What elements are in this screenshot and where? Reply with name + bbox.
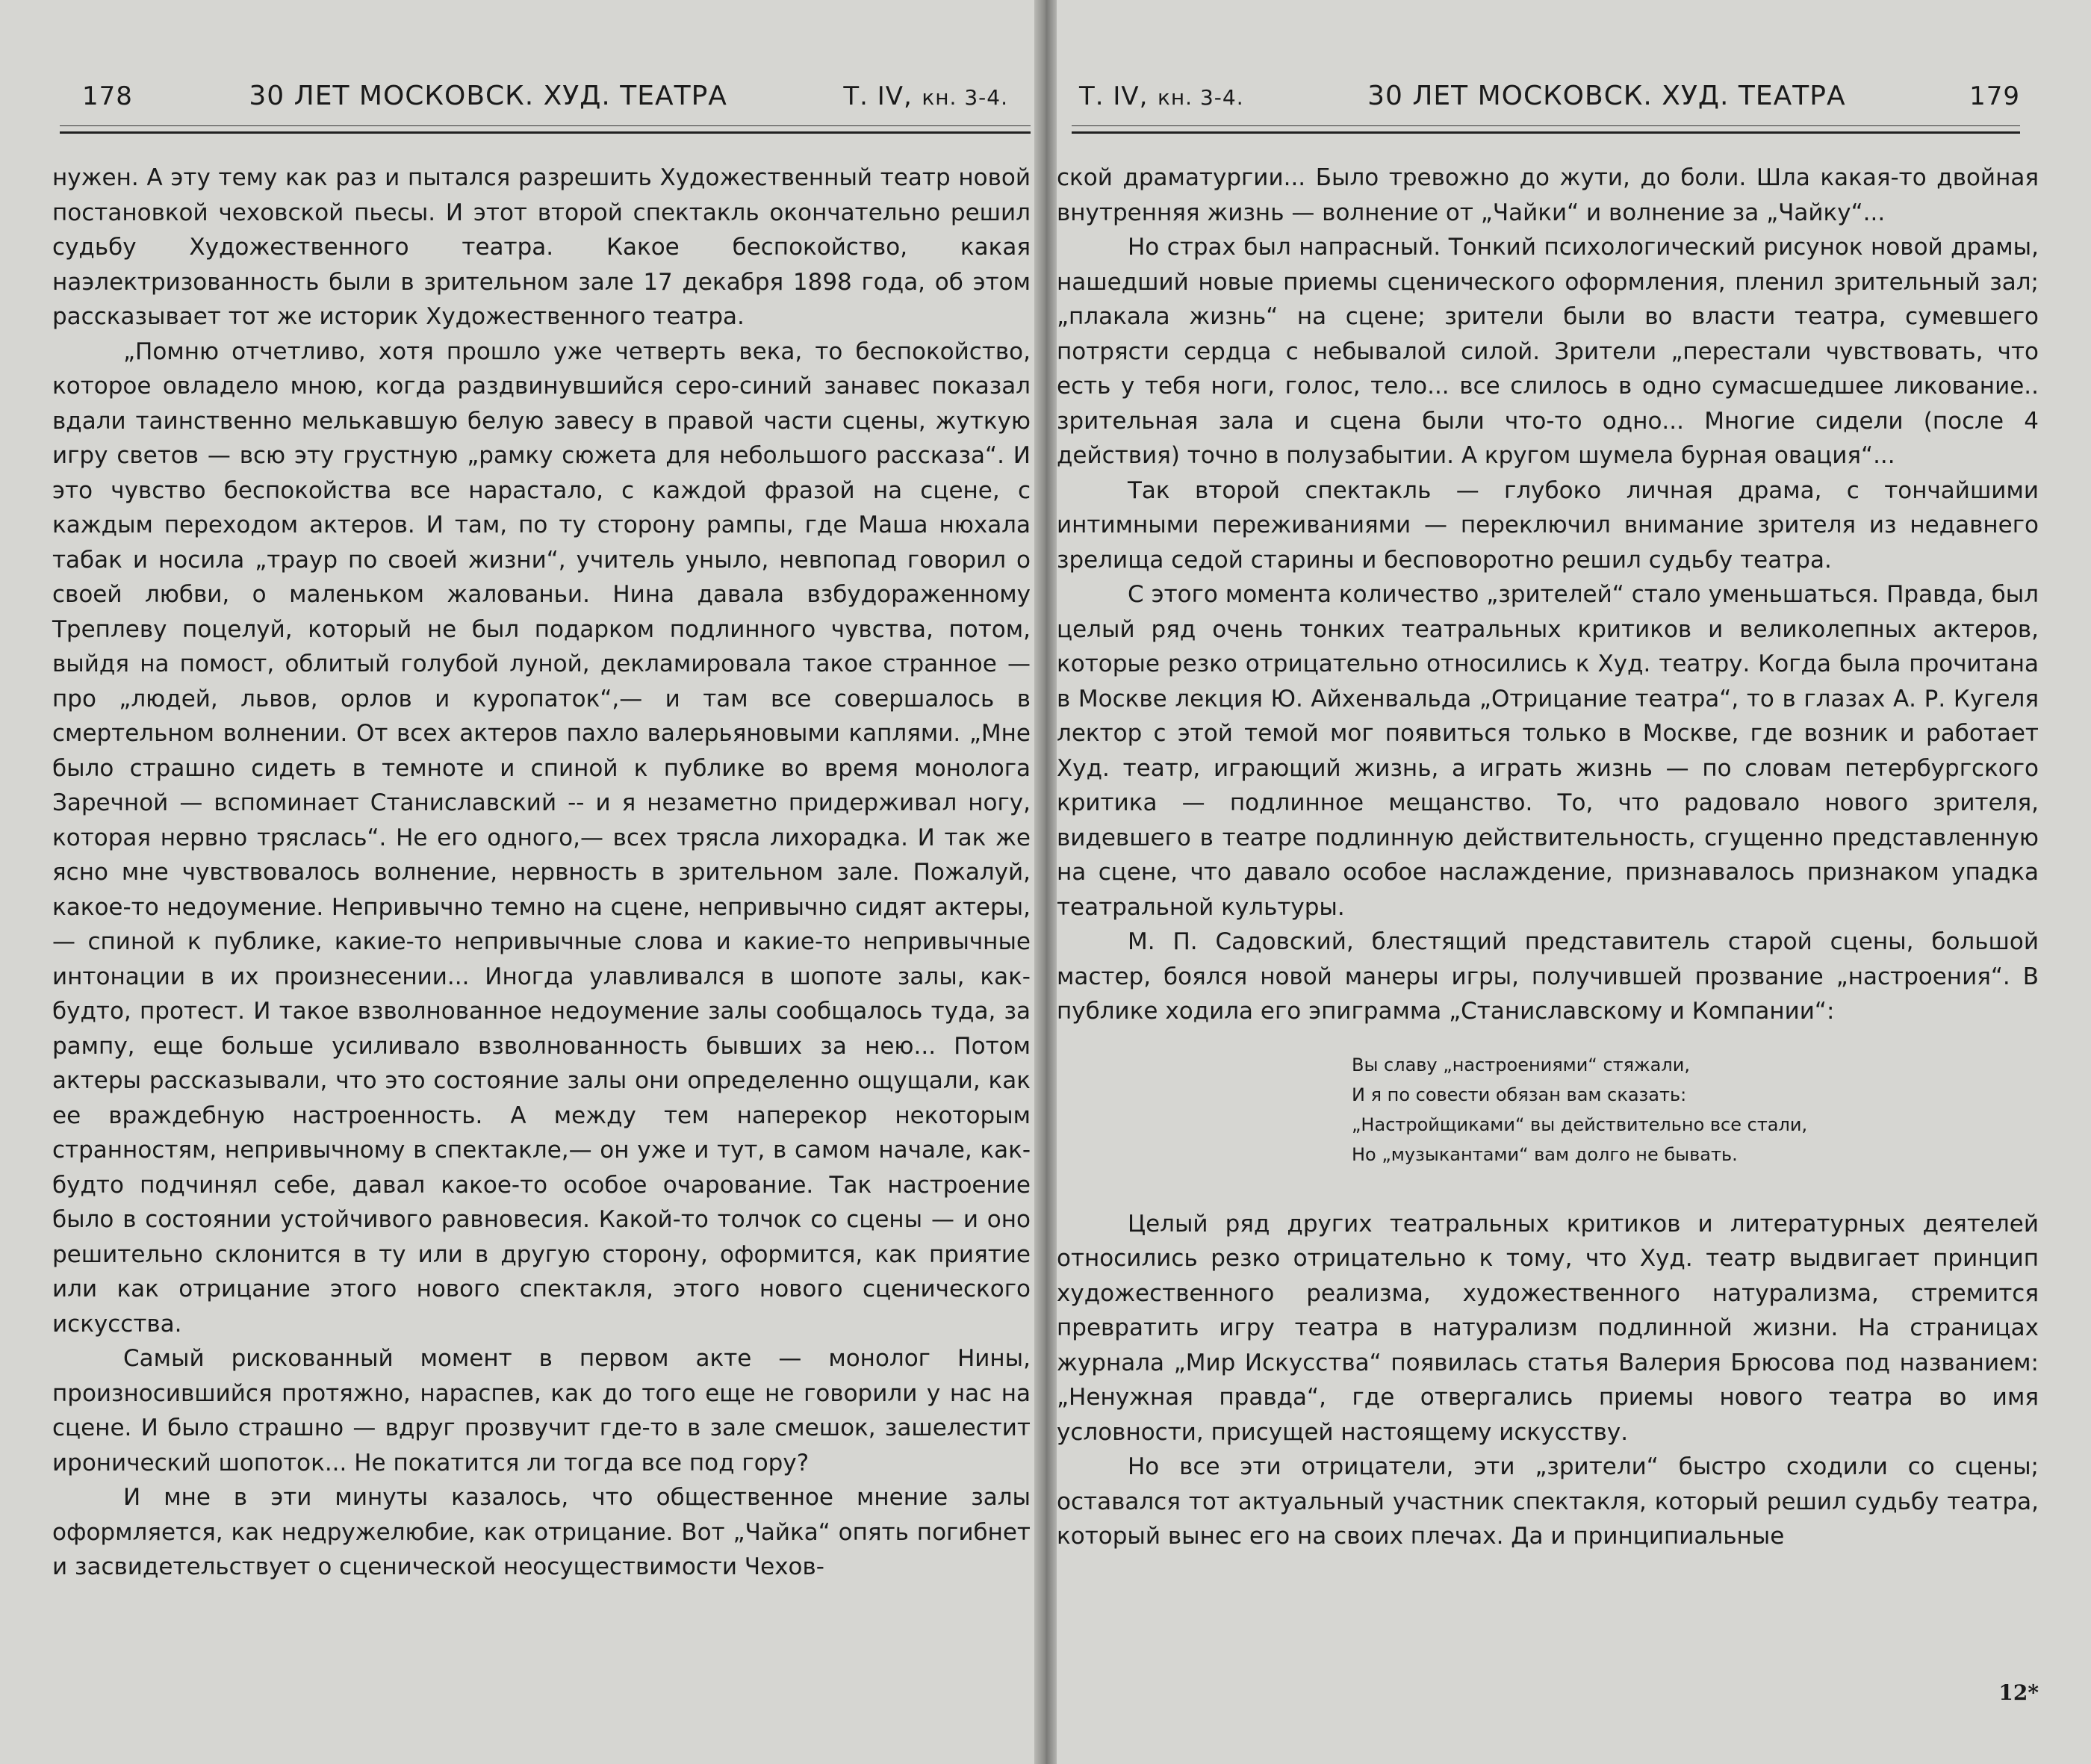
left-page-number: 178: [82, 81, 133, 111]
left-paragraph: И мне в эти минуты казалось, что общественное мнение залы оформляется, как недружелюбие, как отрицание. Вот „Чайка“ опять погибнет и засвидетельствует о сценической неосуществимости Чехов-: [52, 1484, 1031, 1580]
right-paragraph: Но страх был напрасный. Тонкий психологический рисунок новой драмы, нашедший новые приемы сценического оформления, пленил зрительный зал; „плакала жизнь“ на сцене; зрители были во власти театра, сумевшего потрясти сердца с небывалой силой. Зрители „перестали чувствовать, что есть у тебя ноги, голос, тело... все слилось в одно сумасшедшее ликование.. зрительная зала и сцена были что-то одно... Многие сидели (после 4 действия) точно в полузабытии. А кругом шумела бурная овация“...: [1057, 234, 2039, 469]
left-header-rule-thick: [60, 131, 1031, 134]
epigram-poem: [1352, 1050, 2039, 1170]
left-paragraph: „Помню отчетливо, хотя прошло уже четверть века, то беспокойство, которое овладело мною, когда раздвинувшийся серо-синий занавес показал вдали таинственно мелькавшую белую завесу в правой части сцены, жуткую игру светов — всю эту грустную „рамку сюжета для небольшого рассказа“. И это чувство беспокойства все нарастало, с каждой фразой на сцене, с каждым переходом актеров. И там, по ту сторону рампы, где Маша нюхала табак и носила „траур по своей жизни“, учитель уныло, невпопад говорил о своей любви, о маленьком жалованьи. Нина давала взбудораженному Треплеву поцелуй, который не был подарком подлинного чувства, потом, выйдя на помост, облитый голубой луной, декламировала такое странное — про „людей, львов, орлов и куропаток“,— и там все совершалось в смертельном волнении. От всех актеров пахло валерьяновыми каплями. „Мне было страшно сидеть в темноте и спиной к публике во время монолога Заречной — вспоминает Станиславский -- и я незаметно придерживал ногу, которая нервно тряслась“. Не его одного,— всех трясла лихорадка. И так же ясно мне чувствовалось волнение, нервность в зрительном зале. Пожалуй, какое-то недоумение. Непривычно темно на сцене, непривычно сидят актеры,— спиной к публике, какие-то непривычные слова и какие-то непривычные интонации в их произнесении... Иногда улавливался в шопоте залы, как-будто, протест. И такое взволнованное недоумение залы сообщалось туда, за рампу, еще больше усиливало взволнованность бывших за нею... Потом актеры рассказывали, что это состояние залы они определенно ощущали, как ее враждебную настроенность. А между тем наперекор некоторым странностям, непривычному в спектакле,— он уже и тут, в самом начале, как-будто подчинял себе, давал какое-то особое очарование. Так настроение было в состоянии устойчивого равновесия. Какой-то толчок со сцены — и оно решительно склонится в ту или в другую сторону, оформится, как приятие или как отрицание этого нового спектакля, этого нового сценического искусства.: [52, 338, 1031, 1338]
left-header-issue: кн. 3-4.: [922, 85, 1008, 110]
left-paragraph: нужен. А эту тему как раз и пытался разрешить Художественный театр новой постановкой чеховской пьесы. И этот второй спектакль окончательно решил судьбу Художественного театра. Какое беспокойство, какая наэлектризованность были в зрительном зале 17 декабря 1898 года, об этом рассказывает тот же историк Художественного театра.: [52, 164, 1031, 330]
left-header-volume: Т. IV,: [843, 81, 913, 111]
poem-line: И я по совести обязан вам сказать:: [1352, 1084, 1687, 1105]
right-paragraph: С этого момента количество „зрителей“ стало уменьшаться. Правда, был целый ряд очень тонких театральных критиков и великолепных актеров, которые резко отрицательно относились к Худ. театру. Когда была прочитана в Москве лекция Ю. Айхенвальда „Отрицание театра“, то в глазах А. Р. Кугеля лектор с этой темой мог появиться только в Москве, где возник и работает Худ. театр, играющий жизнь, а играть жизнь — по словам петербургского критика — подлинное мещанство. То, что радовало нового зрителя, видевшего в театре подлинную действительность, сгущенно представленную на сцене, что давало особое наслаждение, признавалось признаком упадка театральной культуры.: [1057, 581, 2039, 921]
left-paragraph: Самый рискованный момент в первом акте — монолог Нины, произносившийся протяжно, нараспев, как до того еще не говорили у нас на сцене. И было страшно — вдруг прозвучит где-то в зале смешок, зашелестит иронический шопоток... Не покатится ли тогда все под гору?: [52, 1345, 1031, 1476]
book-gutter: [1034, 0, 1057, 1764]
right-header-issue: кн. 3-4.: [1157, 85, 1244, 110]
right-paragraph: Так второй спектакль — глубоко личная драма, с тончайшими интимными переживаниями — переключил внимание зрителя из недавнего зрелища седой старины и бесповоротно решил судьбу театра.: [1057, 476, 2039, 574]
right-page: [1057, 0, 2091, 1764]
right-running-header: [1079, 81, 2020, 125]
left-header-volume-block: [843, 81, 1008, 111]
right-header-rule-thick: [1072, 131, 2020, 134]
right-page-body: [1057, 161, 2039, 1554]
right-paragraph: М. П. Садовский, блестящий представитель старой сцены, большой мастер, боялся новой манеры игры, получившей прозвание „настроения“. В публике ходила его эпиграмма „Станиславскому и Компании“:: [1057, 928, 2039, 1025]
left-header-rule-thin: [60, 125, 1031, 126]
right-header-volume: Т. IV,: [1079, 81, 1149, 111]
right-header-title: 30 ЛЕТ МОСКОВСК. ХУД. ТЕАТРА: [1367, 81, 1846, 111]
signature-mark: 12*: [1998, 1680, 2039, 1705]
poem-line: „Настройщиками“ вы действительно все стали,: [1352, 1114, 1808, 1135]
left-header-title: 30 ЛЕТ МОСКОВСК. ХУД. ТЕАТРА: [249, 81, 727, 111]
poem-line: Вы славу „настроениями“ стяжали,: [1352, 1054, 1690, 1075]
right-header-rule-thin: [1072, 125, 2020, 126]
left-page: [0, 0, 1034, 1764]
right-page-number: 179: [1969, 81, 2020, 111]
right-paragraph: ской драматургии... Было тревожно до жути, до боли. Шла какая-то двойная внутренняя жизнь — волнение от „Чайки“ и волнение за „Чайку“...: [1057, 164, 2039, 226]
poem-line: Но „музыкантами“ вам долго не бывать.: [1352, 1143, 1738, 1165]
left-running-header: [82, 81, 1008, 125]
right-header-volume-block: [1079, 81, 1244, 111]
right-paragraph: Но все эти отрицатели, эти „зрители“ быстро сходили со сцены; оставался тот актуальный участник спектакля, который решил судьбу театра, который вынес его на своих плечах. Да и принципиальные: [1057, 1453, 2039, 1550]
left-page-body: [52, 161, 1031, 1585]
right-paragraph: Целый ряд других театральных критиков и литературных деятелей относились резко отрицательно к тому, что Худ. театр выдвигает принцип художественного реализма, художественного натурализма, стремится превратить игру театра в натурализм подлинной жизни. На страницах журнала „Мир Искусства“ появилась статья Валерия Брюсова под названием: „Ненужная правда“, где отвергались приемы нового театра во имя условности, присущей настоящему искусству.: [1057, 1210, 2039, 1446]
